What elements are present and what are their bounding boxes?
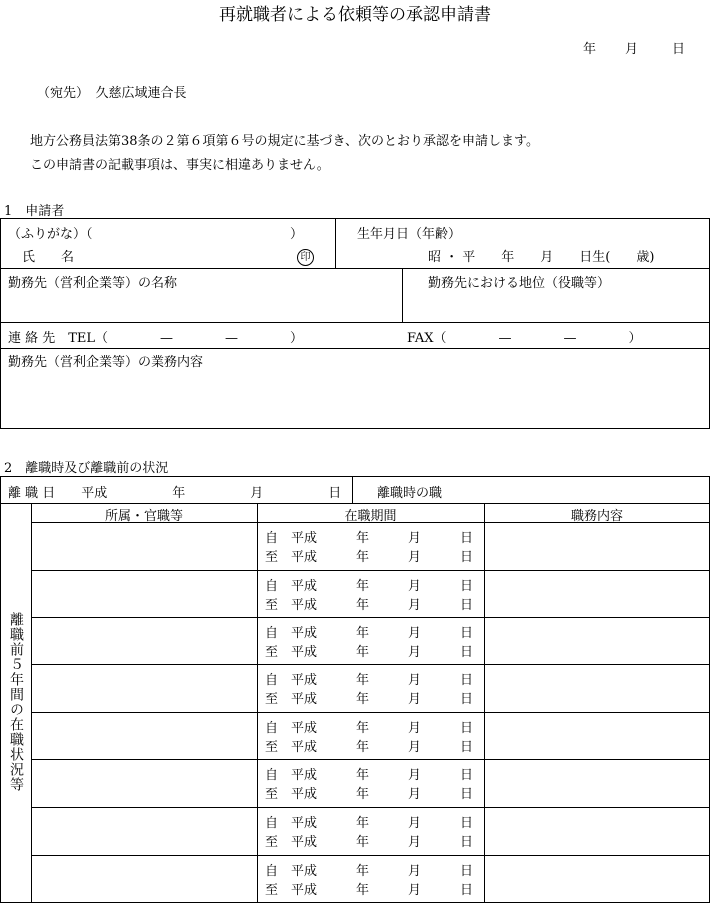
date-month: 月: [625, 42, 639, 57]
intro-line-2: この申請書の記載事項は、事実に相違ありません。: [30, 158, 330, 173]
seal-icon: [297, 245, 314, 266]
period-from: 自 平成 年 月 日: [265, 626, 474, 641]
col-header-affiliation: 所属・官職等: [104, 509, 183, 524]
side-label: 離職前５年間の在職状況等: [8, 612, 24, 792]
furigana-close: ）: [290, 227, 304, 242]
contact-tel: 連 絡 先 TEL（ — — ）: [8, 331, 304, 346]
period-from: 自 平成 年 月 日: [265, 579, 474, 594]
seal-text: 印: [297, 249, 314, 266]
period-from: 自 平成 年 月 日: [265, 768, 474, 783]
retire-post-label: 離職時の職: [377, 486, 443, 501]
employer-name-label: 勤務先（営利企業等）の名称: [8, 276, 178, 291]
period-to: 至 平成 年 月 日: [265, 740, 474, 755]
period-from: 自 平成 年 月 日: [265, 531, 474, 546]
business-label: 勤務先（営利企業等）の業務内容: [8, 355, 204, 370]
section2-heading: 2 離職時及び離職前の状況: [4, 461, 169, 476]
period-from: 自 平成 年 月 日: [265, 721, 474, 736]
period-to: 至 平成 年 月 日: [265, 692, 474, 707]
period-from: 自 平成 年 月 日: [265, 816, 474, 831]
retire-date: 離 職 日 平成 年 月 日: [8, 486, 342, 501]
period-to: 至 平成 年 月 日: [265, 598, 474, 613]
furigana-label: （ふりがな）（: [8, 227, 93, 242]
page-title: 再就職者による依頼等の承認申請書: [219, 5, 491, 25]
employer-position-label: 勤務先における地位（役職等）: [428, 276, 611, 291]
intro-line-1: 地方公務員法第38条の２第６項第６号の規定に基づき、次のとおり承認を申請します。: [30, 134, 539, 149]
section1-heading: 1 申請者: [4, 204, 65, 219]
period-from: 自 平成 年 月 日: [265, 864, 474, 879]
col-header-duties: 職務内容: [570, 509, 623, 524]
period-to: 至 平成 年 月 日: [265, 883, 474, 898]
period-to: 至 平成 年 月 日: [265, 835, 474, 850]
birth-label: 生年月日（年齢）: [357, 227, 462, 242]
period-to: 至 平成 年 月 日: [265, 787, 474, 802]
period-to: 至 平成 年 月 日: [265, 645, 474, 660]
period-to: 至 平成 年 月 日: [265, 550, 474, 565]
date-year: 年: [583, 42, 597, 57]
contact-fax: FAX（ — — ）: [407, 331, 642, 346]
name-label: 氏 名: [22, 250, 75, 265]
birth-value: 昭 ・ 平 年 月 日生( 歳): [428, 250, 655, 265]
date-day: 日: [672, 42, 686, 57]
period-from: 自 平成 年 月 日: [265, 673, 474, 688]
addressee: （宛先） 久慈広域連合長: [37, 86, 187, 101]
col-header-period: 在職期間: [344, 509, 397, 524]
